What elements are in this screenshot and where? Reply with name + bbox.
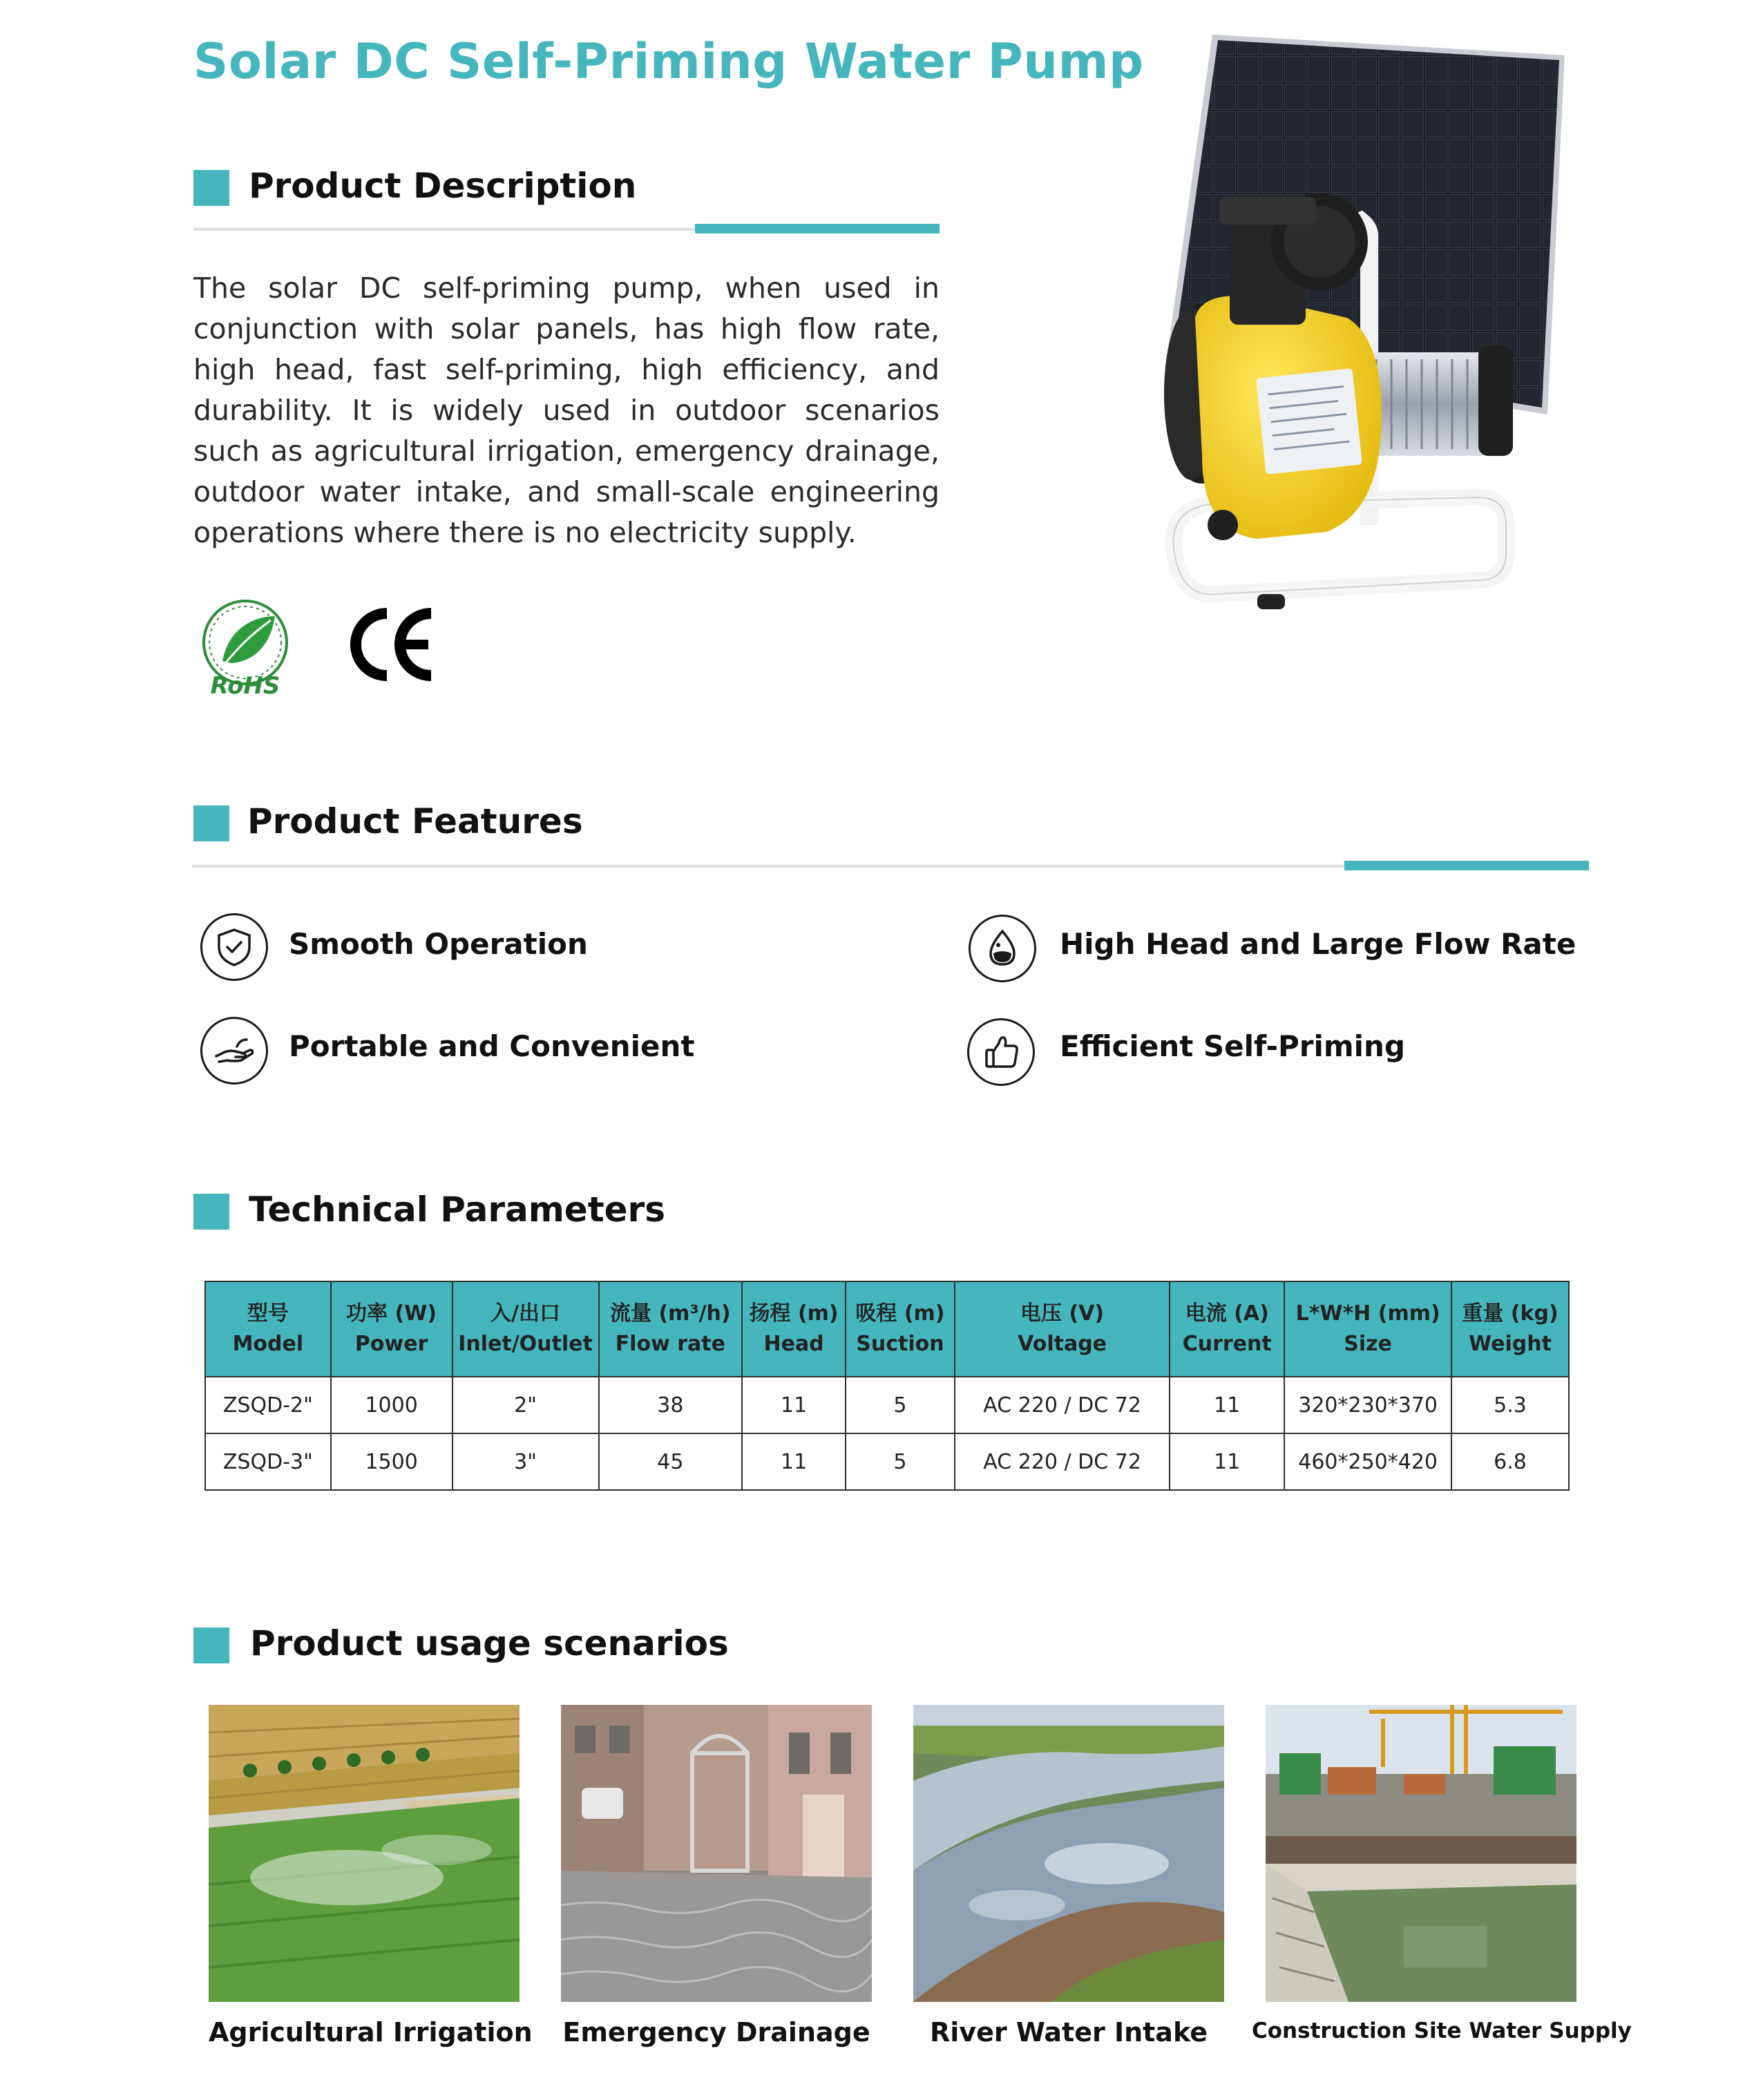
- table-header: 型号 Model: [205, 1281, 331, 1377]
- section-marker: [193, 805, 229, 841]
- scenario-caption: Emergency Drainage: [562, 2017, 870, 2048]
- section-marker: [193, 170, 229, 206]
- table-cell: ZSQD-2": [205, 1377, 331, 1433]
- table-cell: 5: [846, 1433, 955, 1490]
- table-cell: 11: [742, 1377, 846, 1433]
- ce-mark-graphic: [343, 600, 439, 689]
- scenario-photo-drainage: [561, 1705, 872, 2002]
- feature-label: Efficient Self-Priming: [1060, 1029, 1406, 1063]
- thumbs-up-icon: [967, 1018, 1035, 1086]
- scenario-photo-river: [913, 1705, 1224, 2002]
- technical-parameters-table: [204, 1281, 1570, 1491]
- scenario-caption: Construction Site Water Supply: [1252, 2018, 1632, 2043]
- scenario-caption: Agricultural Irrigation: [209, 2017, 533, 2048]
- table-cell: 320*230*370: [1284, 1377, 1451, 1433]
- table-cell: AC 220 / DC 72: [955, 1433, 1170, 1490]
- table-header: 入/出口 Inlet/Outlet: [452, 1281, 599, 1377]
- rohs-logo: [193, 595, 297, 699]
- table-cell: 38: [599, 1377, 743, 1433]
- ce-mark: [343, 600, 439, 689]
- water-drop-icon: [969, 915, 1036, 982]
- table-header: 电压 (V) Voltage: [955, 1281, 1170, 1377]
- scenario-caption: River Water Intake: [930, 2017, 1208, 2048]
- section-marker: [193, 1628, 229, 1663]
- section-title-description: Product Description: [249, 166, 637, 206]
- table-cell: 5.3: [1451, 1377, 1569, 1433]
- shield-check-icon: [200, 913, 268, 981]
- feature-label: Portable and Convenient: [289, 1029, 695, 1063]
- table-cell: AC 220 / DC 72: [955, 1377, 1170, 1433]
- table-cell: 45: [599, 1433, 743, 1490]
- section-marker: [193, 1194, 229, 1230]
- scenario-photo-construction: [1266, 1705, 1576, 2002]
- table-header: 流量 (m³/h) Flow rate: [599, 1281, 743, 1377]
- table-cell: 5: [846, 1377, 955, 1433]
- table-header: 重量 (kg) Weight: [1451, 1281, 1569, 1377]
- table-cell: 11: [742, 1433, 846, 1490]
- table-header: 扬程 (m) Head: [742, 1281, 846, 1377]
- product-image: [1119, 28, 1575, 615]
- table-cell: 460*250*420: [1284, 1433, 1451, 1490]
- section-divider-accent: [1344, 861, 1589, 870]
- section-title-parameters: Technical Parameters: [249, 1190, 665, 1230]
- table-cell: 11: [1170, 1377, 1284, 1433]
- table-header: 吸程 (m) Suction: [846, 1281, 955, 1377]
- table-row: [205, 1433, 1569, 1490]
- page-title: Solar DC Self-Priming Water Pump: [193, 33, 1144, 90]
- table-header: 功率 (W) Power: [331, 1281, 452, 1377]
- table-header-row: [205, 1281, 1569, 1377]
- solar-pump-illustration: [1119, 28, 1575, 615]
- table-cell: 1500: [331, 1433, 452, 1490]
- table-cell: 3": [452, 1433, 599, 1490]
- section-title-features: Product Features: [247, 801, 583, 841]
- table-cell: ZSQD-3": [205, 1433, 331, 1490]
- section-title-scenarios: Product usage scenarios: [250, 1623, 729, 1663]
- product-description: The solar DC self-priming pump, when used in conjunction with solar panels, has high flow rate, high head, fast self-priming, high efficiency, and durability. It is widely used in outdoor scenarios such as agricultural irrigation, emergency drainage, outdoor water intake, and small-scale engineering operations where there is no electricity supply.: [193, 271, 940, 549]
- scenario-photo-irrigation: [209, 1705, 520, 2002]
- rohs-logo-graphic: [193, 595, 297, 699]
- table-cell: 6.8: [1451, 1433, 1569, 1490]
- feature-label: High Head and Large Flow Rate: [1060, 927, 1576, 961]
- feature-label: Smooth Operation: [289, 927, 588, 961]
- table-row: [205, 1377, 1569, 1433]
- table-cell: 2": [452, 1377, 599, 1433]
- table-header: 电流 (A) Current: [1170, 1281, 1284, 1377]
- table-cell: 1000: [331, 1377, 452, 1433]
- section-divider-accent: [695, 224, 940, 233]
- rohs-text: RoHS: [210, 672, 280, 699]
- table-header: L*W*H (mm) Size: [1284, 1281, 1451, 1377]
- hand-icon: [200, 1017, 268, 1085]
- table-cell: 11: [1170, 1433, 1284, 1490]
